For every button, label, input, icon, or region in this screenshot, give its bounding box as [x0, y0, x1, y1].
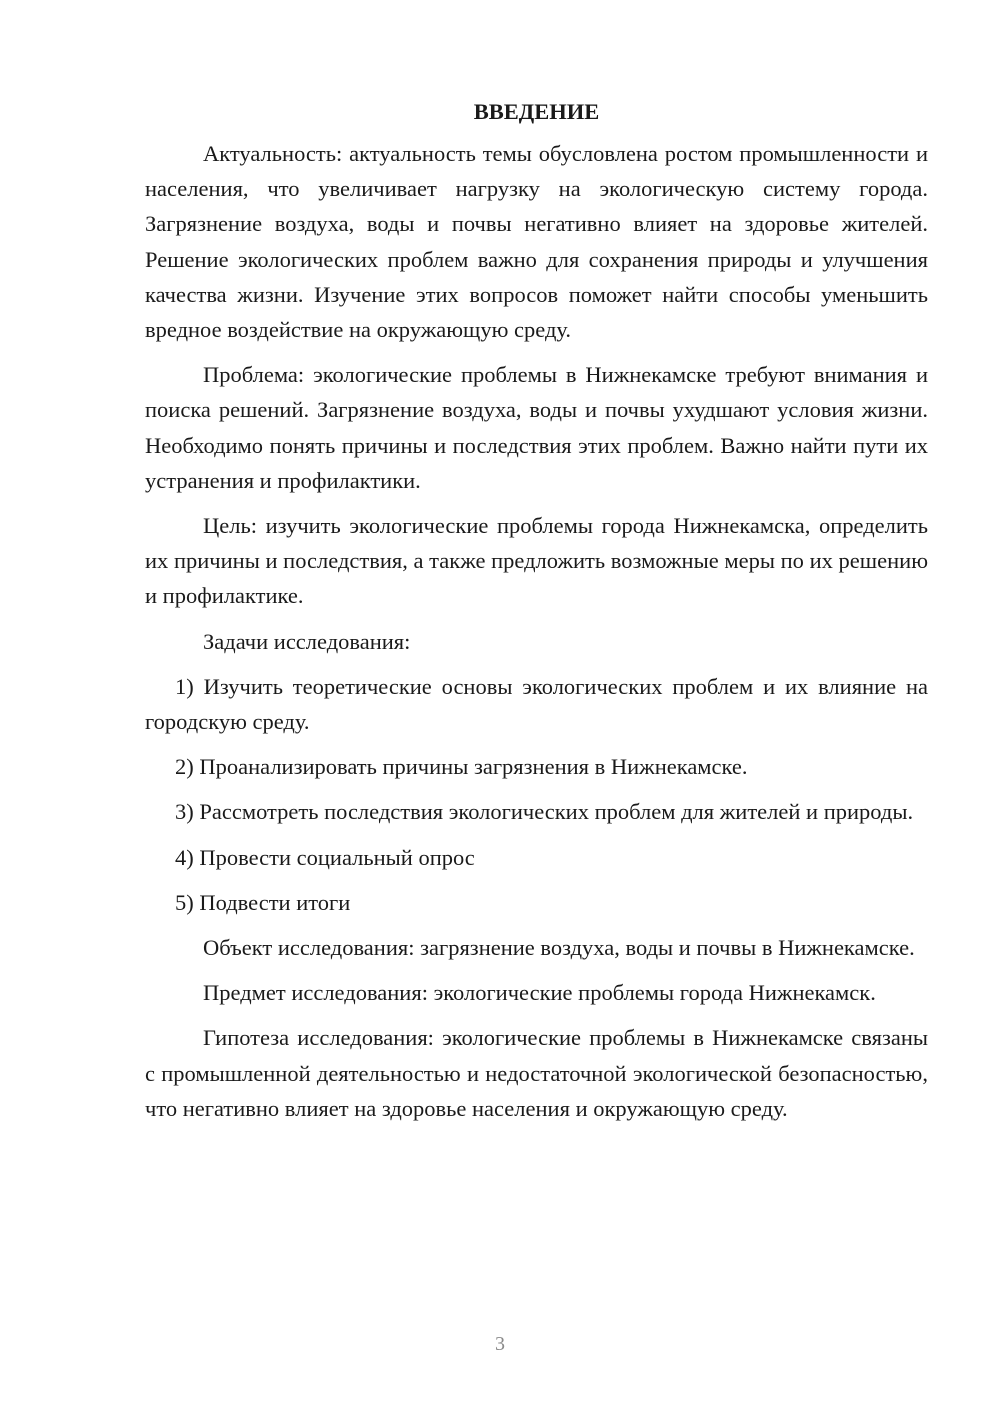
paragraph-object: Объект исследования: загрязнение воздуха, воды и почвы в Нижнекамске.	[203, 935, 915, 961]
page-number: 3	[495, 1333, 505, 1355]
list-item-task-4: 4) Провести социальный опрос	[175, 844, 475, 870]
list-item-task-3: 3) Рассмотреть последствия экологических проблем для жителей и природы.	[175, 799, 914, 825]
paragraph-subject: Предмет исследования: экологические проблемы города Нижнекамск.	[203, 980, 876, 1006]
list-item-task-2: 2) Проанализировать причины загрязнения в Нижнекамске.	[175, 754, 748, 780]
list-item-task-5: 5) Подвести итоги	[175, 889, 351, 915]
paragraph-goal: Цель: изучить экологические проблемы города Нижнекамска, определить их причины и последствия, а также предложить возможные меры по их решению и профилактике.	[145, 513, 928, 609]
paragraph-problem: Проблема: экологические проблемы в Нижнекамске требуют внимания и поиска решений. Загрязнение воздуха, воды и почвы ухудшают условия жизни. Необходимо понять причины и последствия этих проблем. Важно найти пути их устранения и профилактики.	[145, 362, 928, 493]
section-title: ВВЕДЕНИЕ	[473, 99, 600, 124]
paragraph-relevance: Актуальность: актуальность темы обусловлена ростом промышленности и населения, что увеличивает нагрузку на экологическую систему города. Загрязнение воздуха, воды и почвы негативно влияет на здоровье жителей. Решение экологических проблем важно для сохранения природы и улучшения качества жизни. Изучение этих вопросов поможет найти способы уменьшить вредное воздействие на окружающую среду.	[145, 141, 928, 343]
document-page	[145, 96, 928, 1136]
paragraph-tasks-heading: Задачи исследования:	[203, 628, 411, 654]
list-item-task-1: 1) Изучить теоретические основы экологических проблем и их влияние на городскую среду.	[145, 673, 928, 735]
paragraph-hypothesis: Гипотеза исследования: экологические проблемы в Нижнекамске связаны с промышленной деятельностью и недостаточной экологической безопасностью, что негативно влияет на здоровье населения и окружающую среду.	[145, 1025, 928, 1121]
